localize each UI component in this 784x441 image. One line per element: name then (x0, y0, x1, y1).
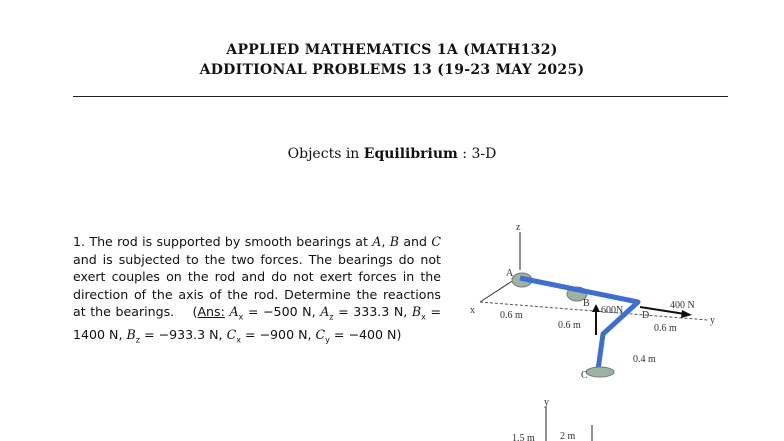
answer-item: $A_z = 333.3$ N, (320, 304, 412, 322)
point-a-label: A (506, 268, 514, 279)
dim-label: 0.6 m (500, 310, 523, 321)
dim-label: 0.4 m (633, 354, 656, 365)
point-c-label: C (581, 370, 588, 381)
answer-item: $B_x = 1400$ N, (73, 304, 441, 343)
axis-x-label: x (470, 305, 475, 316)
section-title: Objects in Equilibrium : 3-D (287, 146, 497, 162)
answer-item: $A_x = -500$ N, (229, 304, 321, 322)
course-title: APPLIED MATHEMATICS 1A (MATH132) (226, 42, 558, 58)
problem-set-title: ADDITIONAL PROBLEMS 13 (19-23 MAY 2025) (199, 62, 585, 78)
answer-item: $B_z = -933.3$ N, (126, 327, 227, 345)
fig2-dim-label: 1.5 m (512, 433, 535, 441)
rod-bearing-figure (460, 220, 720, 441)
axis-y-label: y (710, 315, 715, 326)
point-b-label: B (583, 298, 590, 309)
answer-item: $C_x = -900$ N, (226, 327, 316, 345)
fig2-axis-y-label: y (544, 397, 549, 408)
answer-item: $C_y = -400$ N (315, 327, 397, 345)
problem-1-text: 1. The rod is supported by smooth bearings at A, B and C and is subjected to the two forces. The bearings do not exert couples on the rod and do not exert forces in the direction of the axis of the rod. Determine the reactions at the bearings. (Ans: $A_x = -500$ N, $A_z = 333.3$ N, $B_x = 1400$ N, $B_z = -933.3$ N, $C_x = -900$ N, $C_y = -400$ N) (73, 234, 442, 345)
point-d-label: D (642, 310, 650, 321)
header-divider (73, 96, 728, 97)
force-400-label: 400 N (670, 300, 695, 311)
dim-label: 0.6 m (654, 323, 677, 334)
fig2-dim-label: 2 m (560, 431, 576, 441)
dim-label: 0.6 m (558, 320, 581, 331)
force-600-label: 600N (601, 305, 624, 316)
answer: (Ans: $A_x = -500$ N, $A_z = 333.3$ N, $B_x = 1400$ N, $B_z = -933.3$ N, $C_x = -900$ N, $C_y = -400$ N) (73, 304, 441, 345)
axis-z-label: z (516, 222, 521, 233)
